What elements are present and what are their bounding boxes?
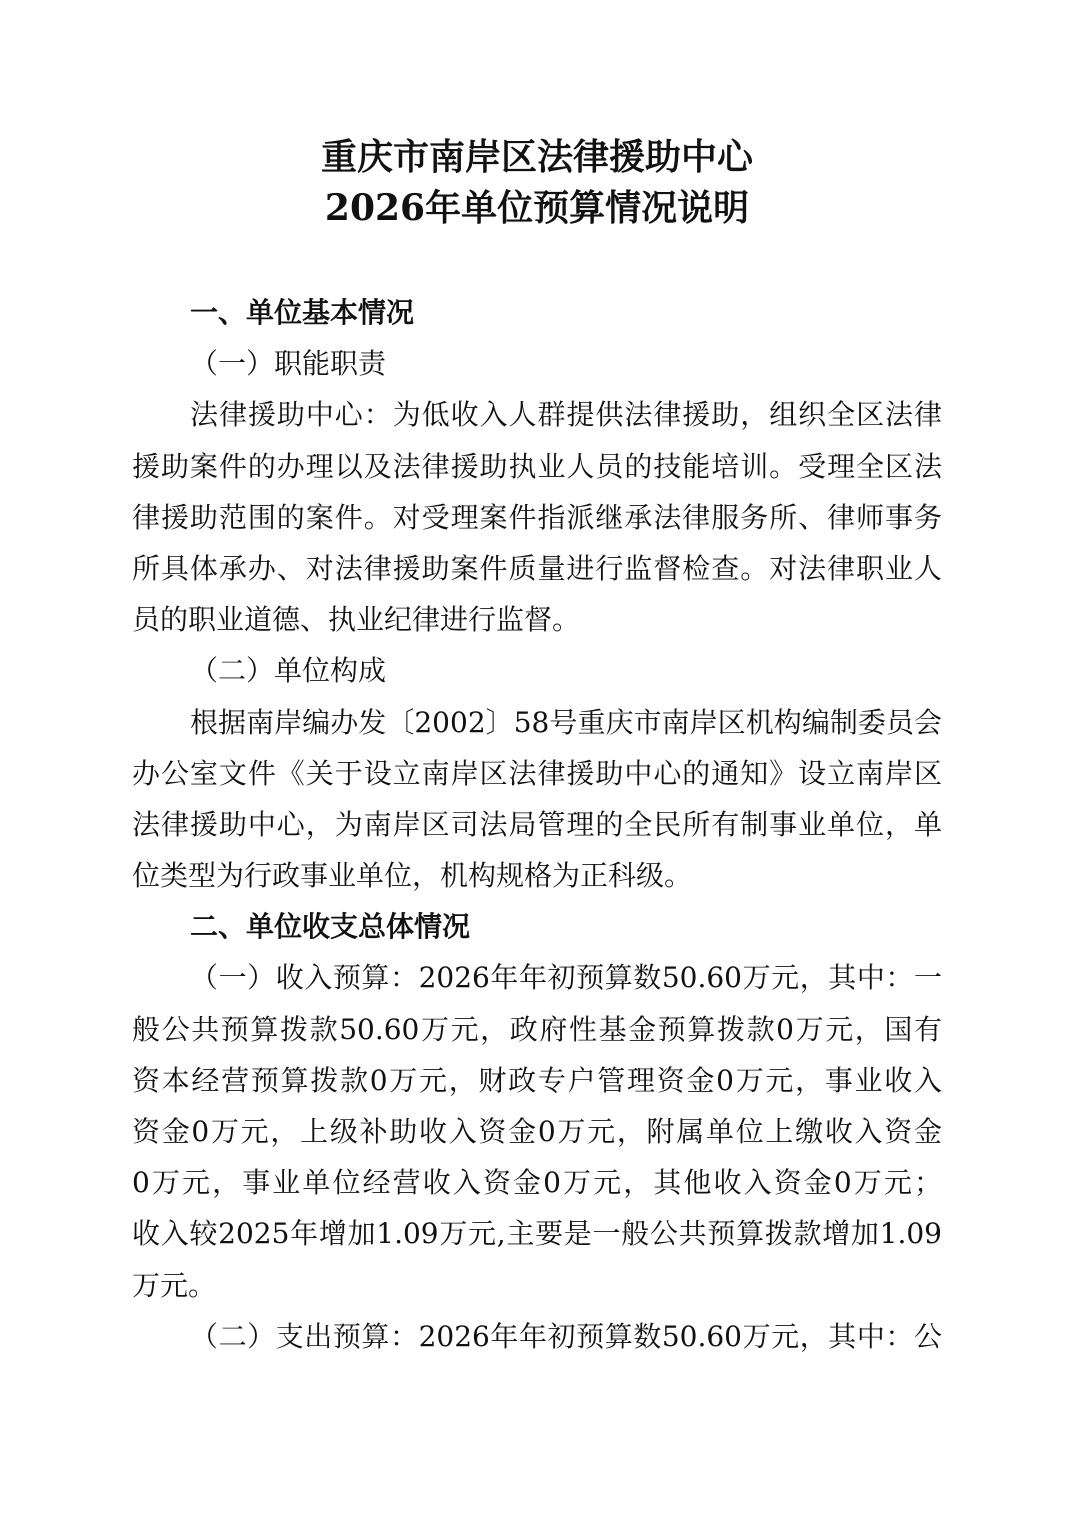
paragraph-line: 法律援助中心，为南岸区司法局管理的全民所有制事业单位，单 (132, 807, 942, 841)
paragraph-line: 律援助范围的案件。对受理案件指派继承法律服务所、律师事务 (132, 500, 942, 534)
paragraph-line: （一）收入预算：2026年年初预算数50.60万元，其中：一 (190, 961, 942, 995)
paragraph-line: 办公室文件《关于设立南岸区法律援助中心的通知》设立南岸区 (132, 756, 942, 790)
section-heading: 一、单位基本情况 (190, 296, 415, 329)
paragraph-line: 援助案件的办理以及法律援助执业人员的技能培训。受理全区法 (132, 449, 942, 483)
paragraph-line: 0万元，事业单位经营收入资金0万元，其他收入资金0万元； (132, 1166, 942, 1200)
paragraph-line: 收入较2025年增加1.09万元,主要是一般公共预算拨款增加1.09 (132, 1217, 942, 1251)
paragraph-line: 般公共预算拨款50.60万元，政府性基金预算拨款0万元，国有 (132, 1012, 942, 1046)
subsection-heading: （一）职能职责 (190, 347, 387, 381)
subsection-heading: （二）单位构成 (190, 654, 387, 688)
paragraph-line: 资金0万元，上级补助收入资金0万元，附属单位上缴收入资金 (132, 1115, 942, 1148)
document-title-line1: 重庆市南岸区法律援助中心 (320, 136, 753, 178)
paragraph-line: 根据南岸编办发〔2002〕58号重庆市南岸区机构编制委员会 (190, 705, 942, 739)
document-body (132, 287, 942, 1362)
paragraph-line: 资本经营预算拨款0万元，财政专户管理资金0万元，事业收入 (132, 1063, 942, 1097)
paragraph-line: （二）支出预算：2026年年初预算数50.60万元，其中：公 (190, 1319, 942, 1353)
document-title-line2: 2026年单位预算情况说明 (324, 187, 750, 229)
paragraph-line: 员的职业道德、执业纪律进行监督。 (132, 603, 581, 637)
paragraph-line: 位类型为行政事业单位，机构规格为正科级。 (132, 859, 693, 893)
section-heading: 二、单位收支总体情况 (190, 910, 471, 944)
paragraph-line: 法律援助中心：为低收入人群提供法律援助，组织全区法律 (190, 398, 942, 432)
paragraph-line: 万元。 (132, 1268, 217, 1302)
paragraph-line: 所具体承办、对法律援助案件质量进行监督检查。对法律职业人 (132, 551, 942, 585)
